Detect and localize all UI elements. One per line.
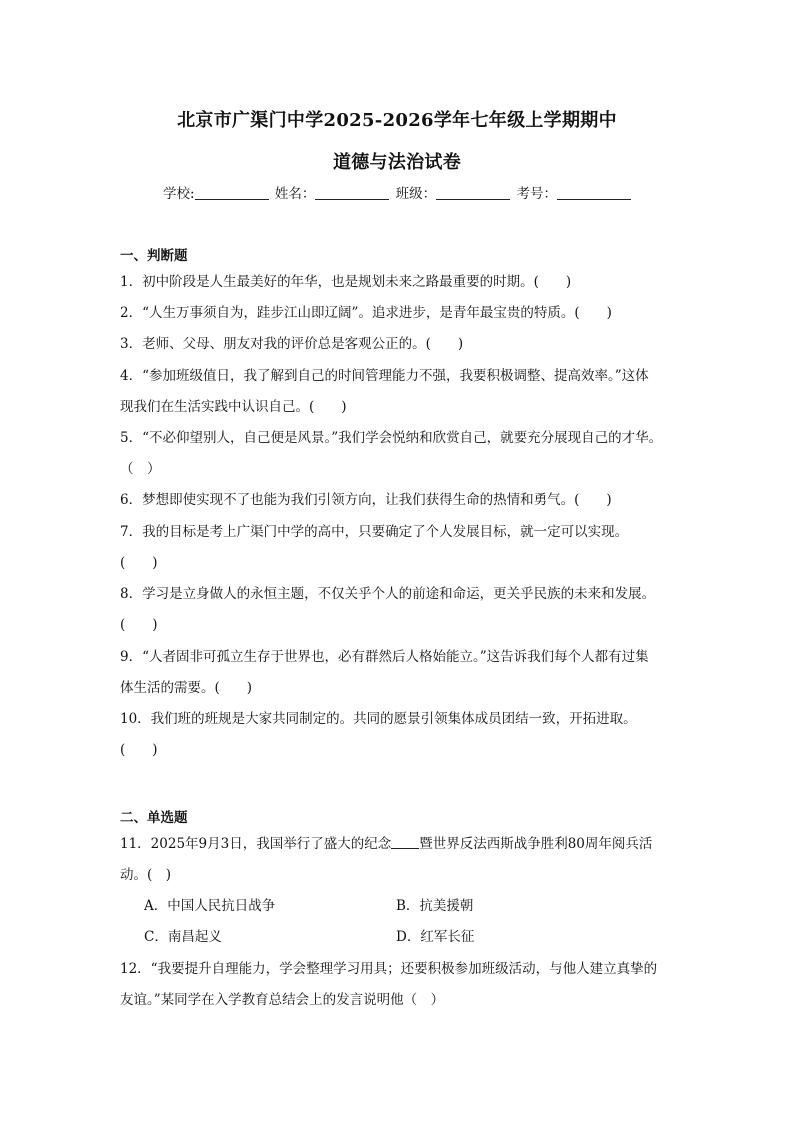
page-subtitle: 道德与法治试卷 <box>332 152 462 173</box>
section-heading-single-choice: 二、单选题 <box>120 810 188 826</box>
question-line: （ ） <box>120 461 161 477</box>
class-label: 班级： <box>395 186 437 202</box>
question-12-line2: 友谊。”某同学在入学教育总结会上的发言说明他（ ） <box>120 992 445 1008</box>
name-blank[interactable] <box>315 185 389 200</box>
question-line: 5．“不必仰望别人，自己便是风景。”我们学会悦纳和欣赏自己，就要充分展现自己的才华。 <box>120 430 663 446</box>
question-line: 体生活的需要。( ) <box>120 680 253 696</box>
question-line: 3．老师、父母、朋友对我的评价总是客观公正的。( ) <box>120 336 464 352</box>
question-11-line1 <box>120 832 652 852</box>
question-line: 2．“人生万事须自为，跬步江山即辽阔”。追求进步，是青年最宝贵的特质。( ) <box>120 305 612 321</box>
school-label: 学校: <box>163 186 195 202</box>
question-line: 6．梦想即使实现不了也能为我们引领方向，让我们获得生命的热情和勇气。( ) <box>120 492 612 508</box>
question-line: ( ) <box>120 617 158 633</box>
fill-in-blank <box>391 836 419 849</box>
exam-number-blank[interactable] <box>557 185 631 200</box>
school-blank[interactable] <box>195 185 269 200</box>
question-line: 8．学习是立身做人的永恒主题，不仅关乎个人的前途和命运，更关乎民族的未来和发展。 <box>120 586 656 602</box>
class-blank[interactable] <box>436 185 510 200</box>
question-line: 9．“人者固非可孤立生存于世界也，必有群然后人格始能立。”这告诉我们每个人都有过集 <box>120 649 649 665</box>
name-label: 姓名： <box>274 186 316 202</box>
option-b: B．抗美援朝 <box>396 898 474 914</box>
question-line: 1．初中阶段是人生最美好的年华，也是规划未来之路最重要的时期。( ) <box>120 274 572 290</box>
question-12-line1: 12．“我要提升自理能力，学会整理学习用具；还要积极参加班级活动，与他人建立真挚的 <box>120 961 658 977</box>
question-line: 10．我们班的班规是大家共同制定的。共同的愿景引领集体成员团结一致，开拓进取。 <box>120 711 637 727</box>
question-11-text-before: 11．2025年9月3日，我国举行了盛大的纪念 <box>120 836 392 852</box>
option-c: C．南昌起义 <box>144 929 222 945</box>
option-d: D．红军长征 <box>396 929 475 945</box>
question-11-text-after: 暨世界反法西斯战争胜利80周年阅兵活 <box>419 836 653 852</box>
exam-number-label: 考号： <box>516 186 557 202</box>
section-heading-judgment: 一、判断题 <box>120 248 188 264</box>
question-line: ( ) <box>120 555 158 571</box>
question-line: 4．“参加班级值日，我了解到自己的时间管理能力不强，我要积极调整、提高效率。”这体 <box>120 368 649 384</box>
question-line: ( ) <box>120 742 158 758</box>
question-11-line2: 动。( ) <box>120 867 172 883</box>
question-line: 7．我的目标是考上广渠门中学的高中，只要确定了个人发展目标，就一定可以实现。 <box>120 524 629 540</box>
page-title: 北京市广渠门中学2025-2026学年七年级上学期期中 <box>177 110 617 131</box>
option-a: A．中国人民抗日战争 <box>144 898 276 914</box>
question-line: 现我们在生活实践中认识自己。( ) <box>120 399 347 415</box>
student-info-row <box>163 182 633 202</box>
